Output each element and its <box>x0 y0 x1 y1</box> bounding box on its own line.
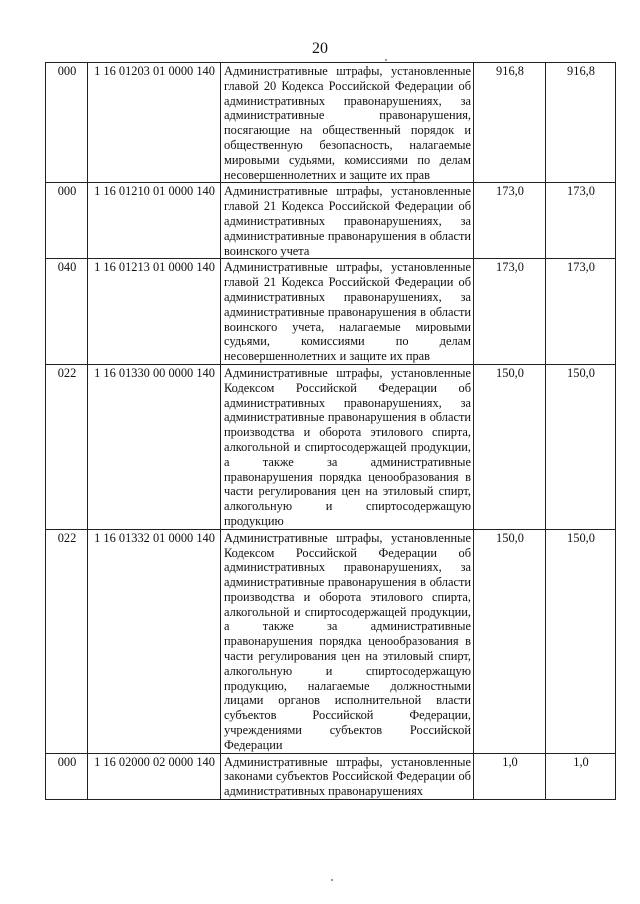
amount-cell-2: 150,0 <box>546 529 616 753</box>
description-cell: Административные штрафы, установленные Кодексом Российской Федерации об административных правонарушениях, за административные правонарушения в области производства и оборота этилового спирта, алкогольной и спиртосодержащей продукции, а также за административные правонарушения порядка ценообразования в части регулирования цен на этиловый спирт, алкогольную и спиртосодержащую продукцию, налагаемые должностными лицами органов исполнительной власти субъектов Российской Федерации, учреждениями субъектов Российской Федерации <box>221 529 474 753</box>
amount-cell-1: 150,0 <box>474 529 546 753</box>
amount-cell-2: 1,0 <box>546 753 616 799</box>
page-number: 20 <box>312 40 328 57</box>
amount-cell-1: 173,0 <box>474 259 546 365</box>
description-cell: Административные штрафы, установленные главой 21 Кодекса Российской Федерации об административных правонарушениях, за административные правонарушения в области воинского учета, налагаемые мировыми судьями, комиссиями по делам несовершеннолетних и защите их прав <box>221 259 474 365</box>
table-row <box>46 529 616 753</box>
table-row <box>46 259 616 365</box>
admin-code-cell: 000 <box>46 183 88 259</box>
revenue-table <box>45 62 616 800</box>
amount-cell-2: 150,0 <box>546 364 616 529</box>
budget-code-cell: 1 16 02000 02 0000 140 <box>88 753 221 799</box>
table-row <box>46 364 616 529</box>
amount-cell-1: 1,0 <box>474 753 546 799</box>
budget-code-cell: 1 16 01332 01 0000 140 <box>88 529 221 753</box>
budget-code-cell: 1 16 01210 01 0000 140 <box>88 183 221 259</box>
description-cell: Административные штрафы, установленные законами субъектов Российской Федерации об административных правонарушениях <box>221 753 474 799</box>
amount-cell-1: 916,8 <box>474 63 546 183</box>
admin-code-cell: 022 <box>46 364 88 529</box>
amount-cell-1: 173,0 <box>474 183 546 259</box>
budget-code-cell: 1 16 01330 00 0000 140 <box>88 364 221 529</box>
description-cell: Административные штрафы, установленные главой 20 Кодекса Российской Федерации об административных правонарушениях, за административные правонарушения, посягающие на общественный порядок и общественную безопасность, налагаемые мировыми судьями, комиссиями по делам несовершеннолетних и защите их прав <box>221 63 474 183</box>
scan-speck <box>385 59 387 61</box>
table-row <box>46 63 616 183</box>
table-row <box>46 753 616 799</box>
description-cell: Административные штрафы, установленные Кодексом Российской Федерации об административных правонарушениях, за административные правонарушения в области производства и оборота этилового спирта, алкогольной и спиртосодержащей продукции, а также за административные правонарушения порядка ценообразования в части регулирования цен на этиловый спирт, алкогольную и спиртосодержащую продукцию <box>221 364 474 529</box>
admin-code-cell: 022 <box>46 529 88 753</box>
amount-cell-2: 916,8 <box>546 63 616 183</box>
amount-cell-2: 173,0 <box>546 259 616 365</box>
amount-cell-1: 150,0 <box>474 364 546 529</box>
scan-speck <box>331 879 333 881</box>
budget-code-cell: 1 16 01203 01 0000 140 <box>88 63 221 183</box>
table-row <box>46 183 616 259</box>
admin-code-cell: 000 <box>46 753 88 799</box>
admin-code-cell: 040 <box>46 259 88 365</box>
budget-code-cell: 1 16 01213 01 0000 140 <box>88 259 221 365</box>
amount-cell-2: 173,0 <box>546 183 616 259</box>
description-cell: Административные штрафы, установленные главой 21 Кодекса Российской Федерации об административных правонарушениях, за административные правонарушения в области воинского учета <box>221 183 474 259</box>
admin-code-cell: 000 <box>46 63 88 183</box>
